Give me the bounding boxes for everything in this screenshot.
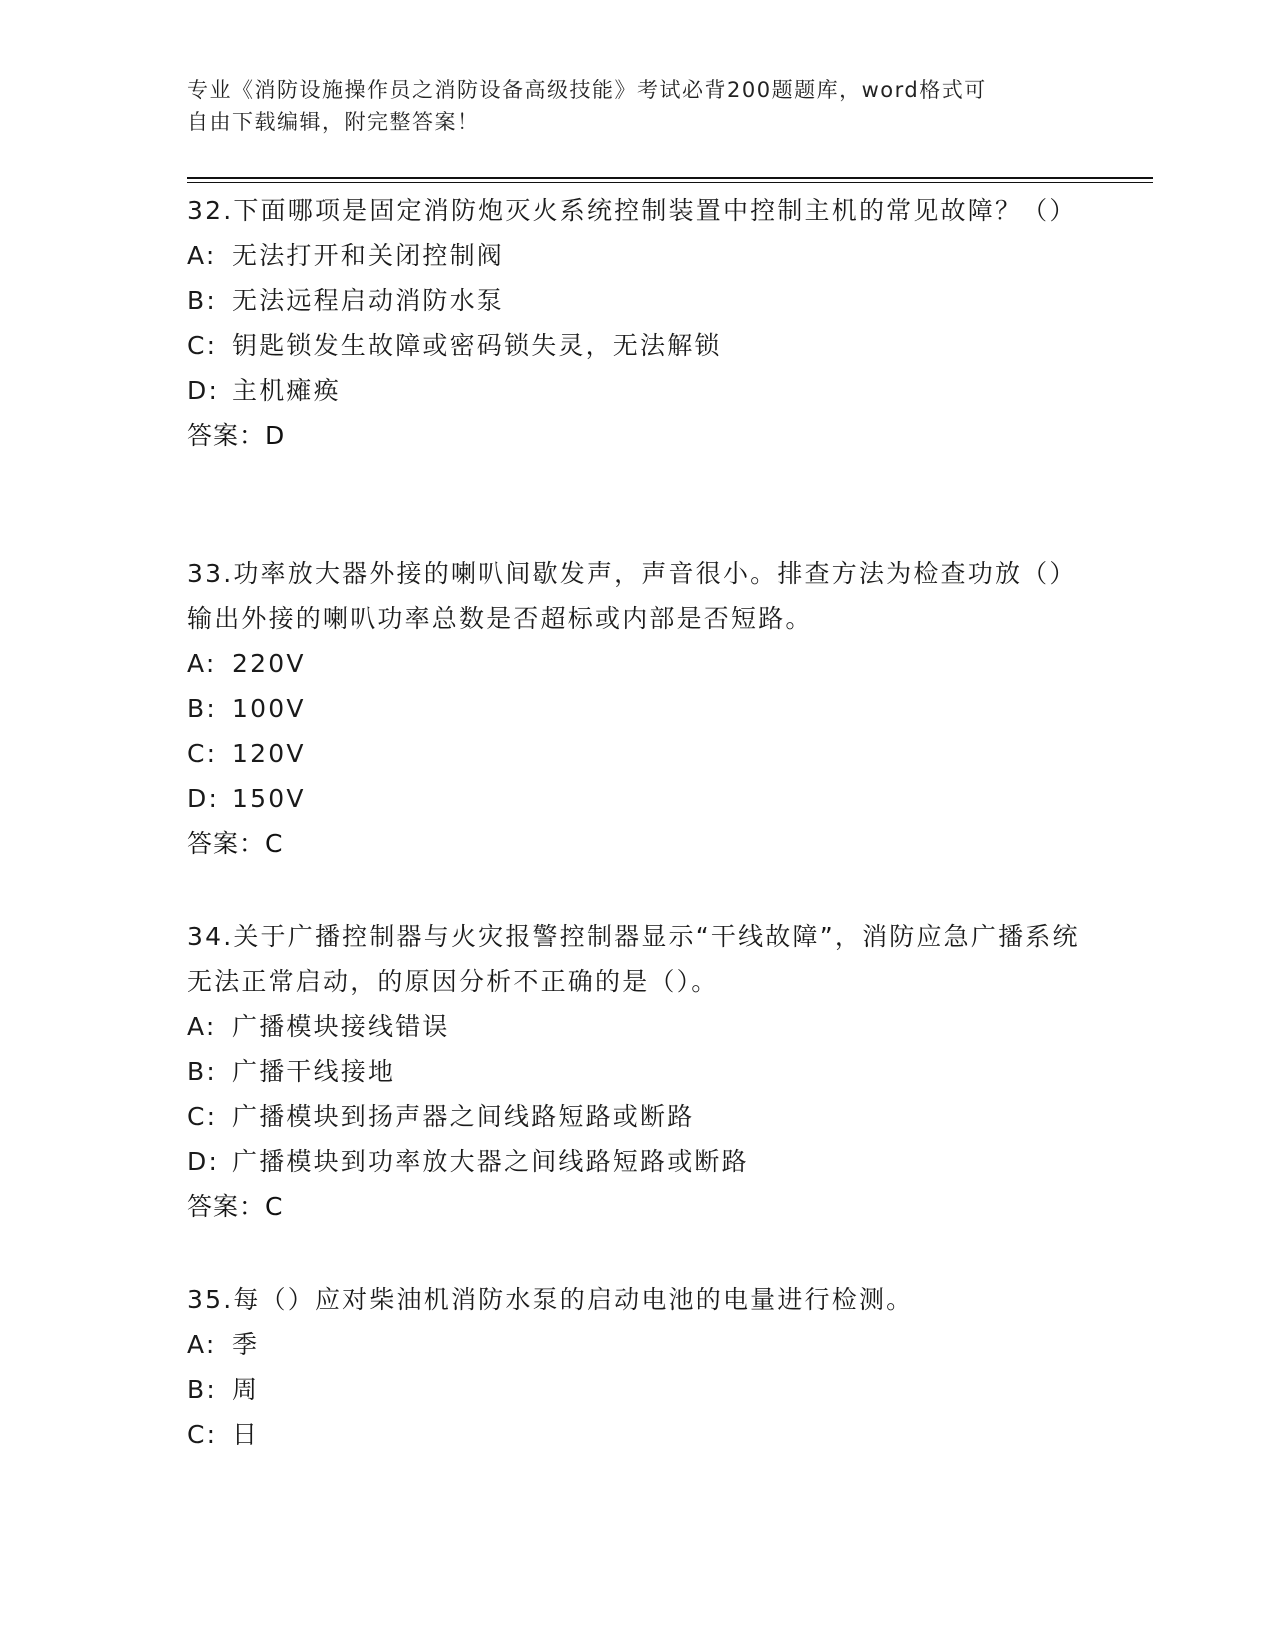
option-key: B: (187, 286, 217, 315)
option-c (187, 1094, 1087, 1139)
option-d (187, 1139, 1087, 1184)
question-block (187, 551, 1087, 866)
question-block (187, 1277, 1087, 1457)
option-text: 100V (232, 694, 306, 723)
question-stem: 34.关于广播控制器与火灾报警控制器显示“干线故障”，消防应急广播系统无法正常启动，的原因分析不正确的是（）。 (187, 922, 1080, 996)
header-line-1: 专业《消防设施操作员之消防设备高级技能》考试必背200题题库，word格式可 (187, 78, 987, 102)
option-key: D: (187, 376, 220, 405)
option-text: 150V (232, 784, 306, 813)
option-text: 无法远程启动消防水泵 (232, 286, 505, 315)
option-text: 220V (232, 649, 306, 678)
option-key: B: (187, 1057, 217, 1086)
option-key: C: (187, 739, 218, 768)
header-divider-thick (187, 177, 1153, 179)
option-d (187, 368, 1087, 413)
option-key: A: (187, 1330, 217, 1359)
option-text: 无法打开和关闭控制阀 (232, 241, 505, 270)
option-c (187, 731, 1087, 776)
question-block (187, 188, 1087, 458)
option-text: 广播干线接地 (232, 1057, 396, 1086)
option-text: 广播模块接线错误 (232, 1012, 450, 1041)
question-block (187, 914, 1087, 1229)
question-stem: 35.每（）应对柴油机消防水泵的启动电池的电量进行检测。 (187, 1285, 914, 1314)
option-text: 广播模块到功率放大器之间线路短路或断路 (232, 1147, 749, 1176)
header-divider-thin (187, 182, 1153, 183)
option-c (187, 323, 1087, 368)
option-b (187, 1367, 1087, 1412)
option-key: D: (187, 1147, 220, 1176)
document-header (187, 74, 1087, 138)
option-key: A: (187, 1012, 217, 1041)
option-a (187, 1322, 1087, 1367)
option-key: B: (187, 694, 217, 723)
option-text: 日 (232, 1420, 260, 1449)
option-a (187, 1004, 1087, 1049)
option-b (187, 1049, 1087, 1094)
answer-line: 答案：C (187, 829, 284, 858)
option-text: 主机瘫痪 (232, 376, 341, 405)
option-key: C: (187, 331, 218, 360)
option-a (187, 233, 1087, 278)
option-key: C: (187, 1420, 218, 1449)
option-key: D: (187, 784, 220, 813)
question-stem: 33.功率放大器外接的喇叭间歇发声，声音很小。排查方法为检查功放（）输出外接的喇叭功率总数是否超标或内部是否短路。 (187, 559, 1077, 633)
option-text: 广播模块到扬声器之间线路短路或断路 (232, 1102, 695, 1131)
option-c (187, 1412, 1087, 1457)
option-key: C: (187, 1102, 218, 1131)
option-text: 周 (232, 1375, 260, 1404)
answer-line: 答案：D (187, 421, 286, 450)
option-text: 120V (232, 739, 306, 768)
question-stem: 32.下面哪项是固定消防炮灭火系统控制装置中控制主机的常见故障？（） (187, 196, 1077, 225)
option-key: A: (187, 649, 217, 678)
option-d (187, 776, 1087, 821)
option-key: B: (187, 1375, 217, 1404)
option-text: 季 (232, 1330, 260, 1359)
option-b (187, 278, 1087, 323)
option-b (187, 686, 1087, 731)
answer-line: 答案：C (187, 1192, 284, 1221)
option-a (187, 641, 1087, 686)
header-line-2: 自由下载编辑，附完整答案！ (187, 110, 480, 134)
option-key: A: (187, 241, 217, 270)
option-text: 钥匙锁发生故障或密码锁失灵，无法解锁 (232, 331, 722, 360)
